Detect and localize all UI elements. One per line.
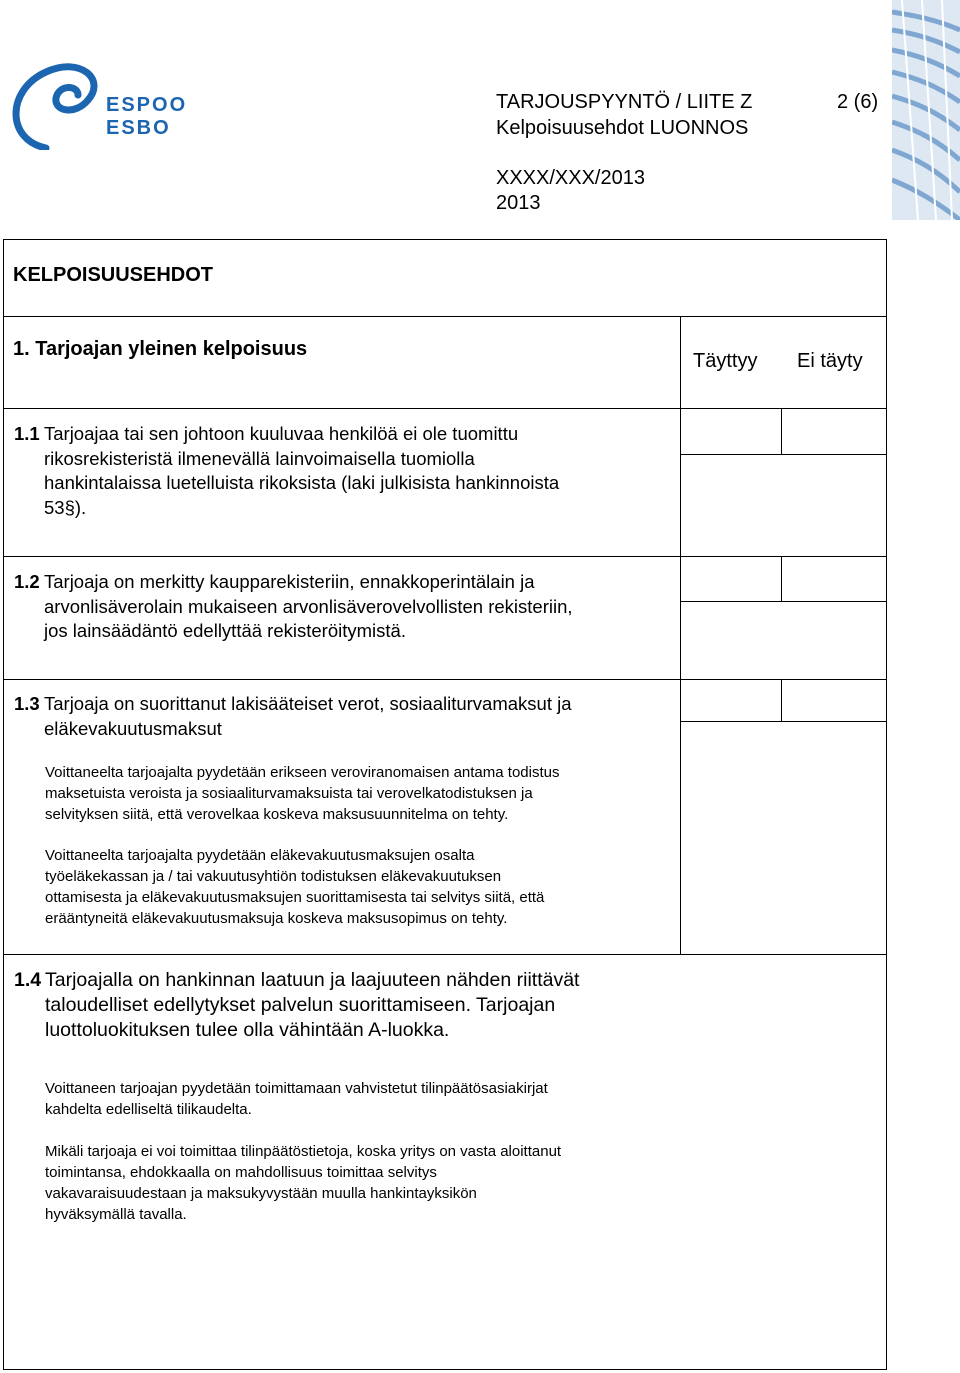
note-line: maksetuista veroista ja sosiaaliturvamaksuista tai verovelkatodistuksen ja xyxy=(45,785,533,802)
note-line: Mikäli tarjoaja ei voi toimittaa tilinpäätöstietoja, koska yritys on vasta aloittanut xyxy=(45,1143,562,1160)
criterion-number: 1.1 xyxy=(14,423,40,444)
criterion-text-line: rikosrekisteristä ilmenevällä lainvoimaisella tuomiolla xyxy=(44,447,475,469)
doc-year: 2013 xyxy=(496,192,541,214)
checkbox-1-2-not-fulfilled[interactable] xyxy=(782,557,886,601)
criterion-number: 1.2 xyxy=(14,571,40,592)
criterion-text-line: Tarjoaja on suorittanut lakisääteiset verot, sosiaaliturvamaksut ja xyxy=(44,693,572,714)
criterion-1-4-note-new-company xyxy=(45,1141,745,1225)
checkbox-1-1-not-fulfilled[interactable] xyxy=(782,409,886,454)
checkbox-1-3-fulfilled[interactable] xyxy=(681,680,781,721)
criterion-number: 1.4 xyxy=(14,969,42,991)
table-heading: KELPOISUUSEHDOT xyxy=(13,264,214,286)
criterion-text-line: Tarjoajaa tai sen johtoon kuuluvaa henkilöä ei ole tuomittu xyxy=(44,423,519,444)
criterion-text-line: 53§). xyxy=(44,496,87,518)
doc-subtitle: Kelpoisuusehdot LUONNOS xyxy=(496,117,749,139)
note-line: vakavaraisuudestaan ja maksukyvystään muulla hankintayksikön xyxy=(45,1185,477,1202)
doc-title: TARJOUSPYYNTÖ / LIITE Z xyxy=(496,91,753,113)
checkbox-divider xyxy=(680,601,887,602)
section-heading: 1. Tarjoajan yleinen kelpoisuus xyxy=(13,338,308,360)
criterion-1-1 xyxy=(14,422,674,522)
criterion-1-3 xyxy=(14,692,674,742)
criterion-text-line: Tarjoajalla on hankinnan laatuun ja laajuuteen nähden riittävät xyxy=(45,969,580,991)
logo-text-espoo: ESPOO xyxy=(106,94,188,116)
checkbox-divider xyxy=(680,454,887,455)
checkbox-1-2-fulfilled[interactable] xyxy=(681,557,781,601)
note-line: Voittaneelta tarjoajalta pyydetään erikseen veroviranomaisen antama todistus xyxy=(45,764,560,781)
column-header-not-fulfilled: Ei täyty xyxy=(797,350,863,372)
criterion-text-line: Tarjoaja on merkitty kaupparekisteriin, ennakkoperintälain ja xyxy=(44,571,535,592)
criterion-1-4-note-financial-statements xyxy=(45,1078,745,1120)
criterion-text-line: arvonlisäverolain mukaiseen arvonlisäverovelvollisten rekisteriin, xyxy=(44,595,573,617)
checkbox-1-3-not-fulfilled[interactable] xyxy=(782,680,886,721)
note-line: toimintansa, ehdokkaalla on mahdollisuus toimittaa selvitys xyxy=(45,1164,437,1181)
criterion-text-line: eläkevakuutusmaksut xyxy=(44,717,222,739)
logo-text-esbo: ESBO xyxy=(106,117,171,139)
checkbox-1-1-fulfilled[interactable] xyxy=(681,409,781,454)
criterion-text-line: taloudelliset edellytykset palvelun suorittamiseen. Tarjoajan xyxy=(45,994,556,1016)
criterion-text-line: hankintalaissa luetelluista rikoksista (laki julkisista hankinnoista xyxy=(44,472,560,493)
note-line: työeläkekassan ja / tai vakuutusyhtiön todistuksen eläkevakuutuksen xyxy=(45,868,502,885)
note-line: selvityksen siitä, että verovelkaa koskeva maksusuunnitelma on tehty. xyxy=(45,806,509,823)
criterion-number: 1.3 xyxy=(14,693,40,714)
decorative-stripes-icon xyxy=(892,0,960,220)
note-line: kahdelta edelliseltä tilikaudelta. xyxy=(45,1101,252,1118)
note-line: Voittaneelta tarjoajalta pyydetään eläkevakuutusmaksujen osalta xyxy=(45,847,475,864)
criterion-1-2 xyxy=(14,570,674,650)
column-header-fulfilled: Täyttyy xyxy=(693,350,758,372)
checkbox-divider xyxy=(680,721,887,722)
criterion-1-4 xyxy=(14,968,874,1048)
row-divider xyxy=(3,954,887,955)
doc-reference: XXXX/XXX/2013 xyxy=(496,167,645,189)
note-line: hyväksymällä tavalla. xyxy=(45,1206,187,1223)
espoo-logo xyxy=(6,60,196,150)
note-line: Voittaneen tarjoajan pyydetään toimittamaan vahvistetut tilinpäätösasiakirjat xyxy=(45,1080,548,1097)
criterion-1-3-note-pension xyxy=(45,845,675,929)
page-number: 2 (6) xyxy=(837,91,879,113)
criterion-text-line: luottoluokituksen tulee olla vähintään A-luokka. xyxy=(45,1019,450,1041)
criterion-1-3-note-taxes xyxy=(45,762,675,825)
row-divider xyxy=(3,316,887,317)
note-line: erääntyneitä eläkevakuutusmaksuja koskeva maksusopimus on tehty. xyxy=(45,910,508,927)
criterion-text-line: jos lainsäädäntö edellyttää rekisteröitymistä. xyxy=(44,620,406,641)
note-line: ottamisesta ja eläkevakuutusmaksujen suorittamisesta tai selvitys siitä, että xyxy=(45,889,545,906)
